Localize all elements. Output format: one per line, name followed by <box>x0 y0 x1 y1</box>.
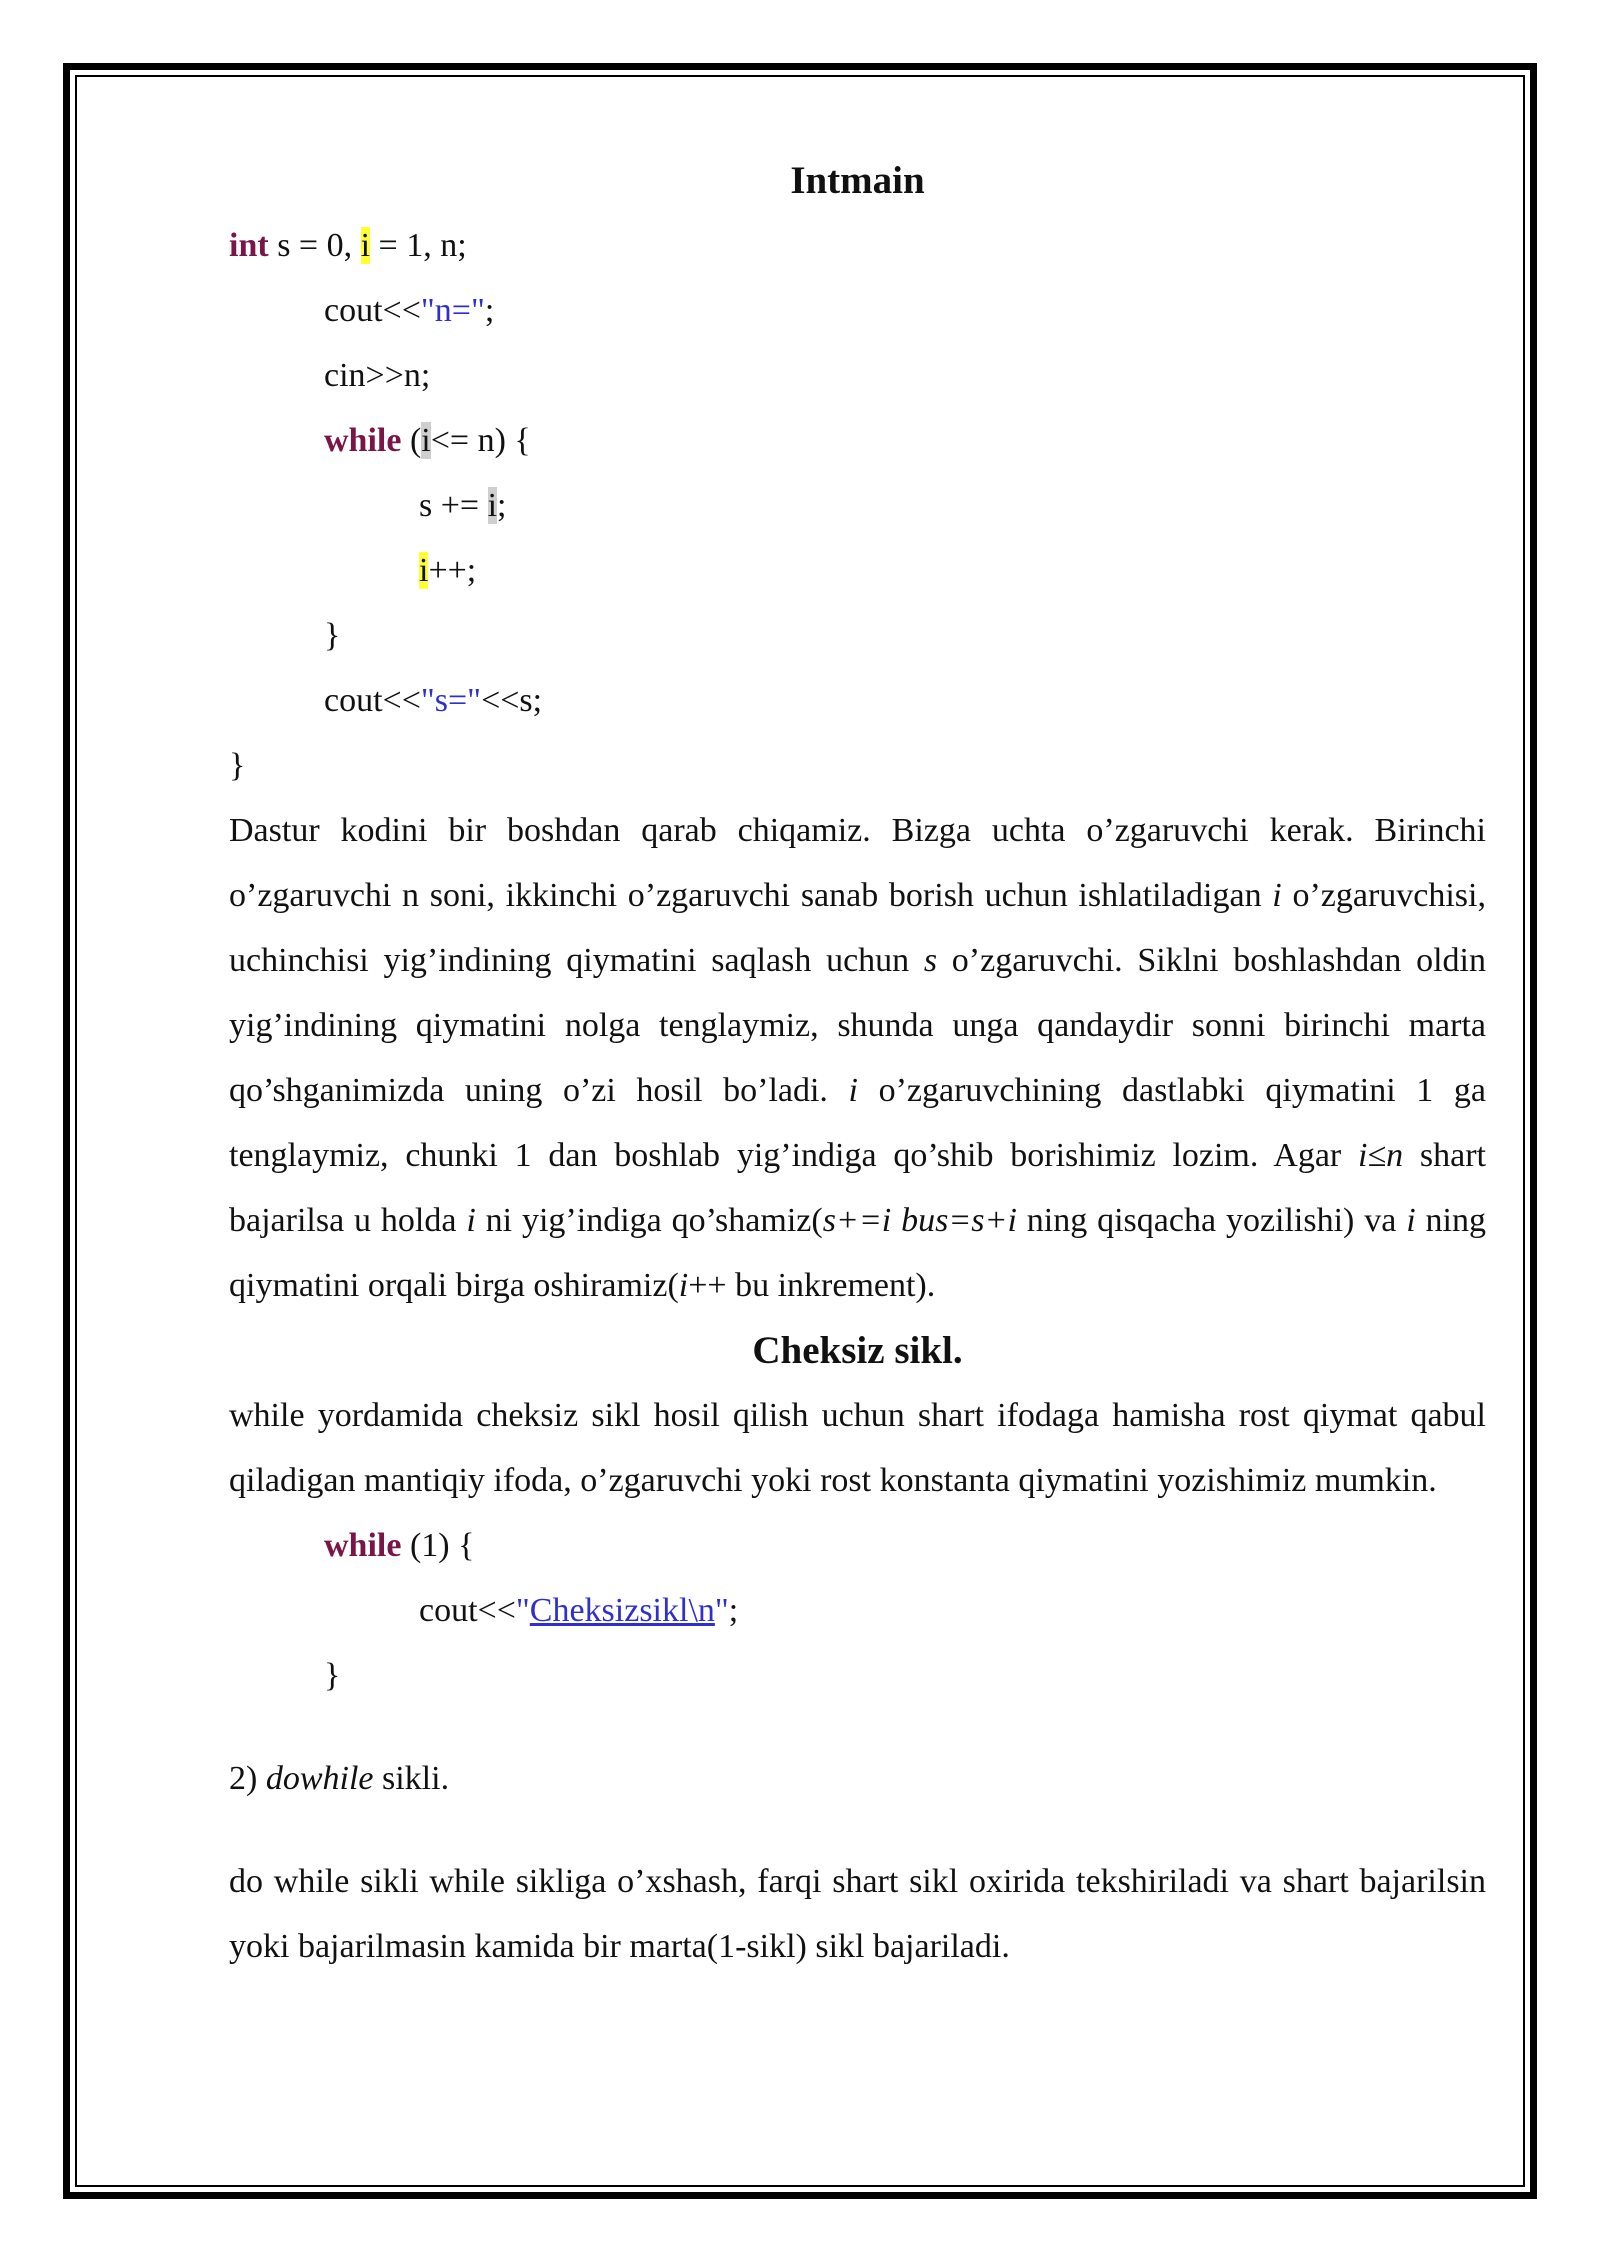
text: ++ bu inkrement). <box>688 1267 936 1304</box>
code-text: s = 0, <box>268 227 361 264</box>
code-text: s += <box>419 487 488 524</box>
string-link[interactable]: Cheksizsikl\n <box>529 1592 715 1629</box>
keyword: while <box>324 422 402 459</box>
heading-cheksiz-sikl: Cheksiz sikl. <box>752 1329 963 1372</box>
paragraph-infinite-loop: while yordamida cheksiz sikl hosil qilish uchun shart ifodaga hamisha rost qiymat qabul qiladigan mantiqiy ifoda, o’zgaruvchi yoki rost konstanta qiymatini yozishimiz mumkin. <box>229 1397 1486 1499</box>
highlighted-variable: i <box>419 552 429 589</box>
code-text: (1) { <box>401 1527 475 1564</box>
document-body <box>229 148 1486 1979</box>
text: o’zgaruvchi. Siklni boshlashdan oldin yig’indining qiymatini nolga tenglaymiz, shunda unga qandaydir sonni birinchi marta qo’shganimizda uning o’zi hosil bo’ladi. <box>229 942 1486 1109</box>
section-dowhile <box>229 1746 1486 1811</box>
highlighted-variable: i <box>487 487 498 524</box>
text: ning qiymatini orqali birga oshiramiz( <box>229 1202 1486 1304</box>
code-text: ++; <box>428 552 477 589</box>
code-line <box>229 603 1486 668</box>
code-text: cout<< <box>324 292 421 329</box>
code-text: } <box>229 747 246 784</box>
string-quote: " <box>714 1592 729 1629</box>
italic-text: i <box>466 1202 476 1239</box>
code-text: } <box>324 617 341 654</box>
highlighted-variable: i <box>421 422 431 459</box>
code-line <box>229 1578 1486 1643</box>
text: o’zgaruvchining dastlabki qiymatini 1 ga tenglaymiz, chunki 1 dan boshlab yig’indiga qo’shib borishimiz lozim. Agar <box>229 1072 1486 1174</box>
code-line <box>229 1643 1486 1708</box>
keyword: int <box>229 227 269 264</box>
code-line <box>229 538 1486 603</box>
text: Dastur kodini bir boshdan qarab chiqamiz. Bizga uchta o’zgaruvchi kerak. Birinchi o’zgaruvchi n soni, ikkinchi o’zgaruvchi sanab borish uchun ishlatiladigan <box>229 812 1486 914</box>
text: shart bajarilsa u holda <box>229 1137 1487 1239</box>
code-text: ; <box>728 1592 739 1629</box>
code-block-sum <box>229 213 1486 798</box>
code-line <box>229 278 1486 343</box>
italic-text: i <box>1272 877 1282 914</box>
italic-text: i≤n <box>1358 1137 1404 1174</box>
text: ni yig’indiga qo’shamiz( <box>475 1202 823 1239</box>
code-text: } <box>324 1657 341 1694</box>
code-text: ; <box>484 292 495 329</box>
paragraph-explanation <box>229 798 1486 1318</box>
code-line <box>229 668 1486 733</box>
string-literal: "n=" <box>420 292 485 329</box>
section-number: 2) <box>229 1760 266 1797</box>
string-quote: " <box>515 1592 530 1629</box>
text: ning qisqacha yozilishi) va <box>1016 1202 1407 1239</box>
code-text: <<s; <box>481 682 543 719</box>
italic-text: i <box>1406 1202 1416 1239</box>
code-line <box>229 408 1486 473</box>
code-text: ; <box>497 487 507 524</box>
text: o’zgaruvchisi, uchinchisi yig’indining qiymatini saqlash uchun <box>229 877 1486 979</box>
paragraph-dowhile: do while sikli while sikliga o’xshash, farqi shart sikl oxirida tekshiriladi va shart bajarilsin yoki bajarilmasin kamida bir marta(1-sikl) sikl bajariladi. <box>229 1863 1486 1965</box>
code-text: ( <box>401 422 422 459</box>
code-line <box>229 1513 1486 1578</box>
code-line <box>229 213 1486 278</box>
code-line <box>229 343 1486 408</box>
heading-intmain: Intmain <box>790 159 925 202</box>
italic-text: i <box>678 1267 689 1304</box>
text: sikli. <box>373 1760 450 1797</box>
italic-text: i <box>848 1072 858 1109</box>
code-line <box>229 733 1486 798</box>
code-text: cin>>n; <box>324 357 431 394</box>
code-block-infinite <box>229 1513 1486 1708</box>
italic-text: s <box>923 942 938 979</box>
italic-text: dowhile <box>265 1760 374 1797</box>
keyword: while <box>324 1527 402 1564</box>
code-text: = 1, n; <box>370 227 467 264</box>
code-line <box>229 473 1486 538</box>
code-text: cout<< <box>419 1592 516 1629</box>
code-text: <= n) { <box>430 422 531 459</box>
code-text: cout<< <box>324 682 421 719</box>
highlighted-variable: i <box>360 227 371 264</box>
string-literal: "s=" <box>420 682 482 719</box>
italic-text: s+=i bus=s+i <box>822 1202 1017 1239</box>
